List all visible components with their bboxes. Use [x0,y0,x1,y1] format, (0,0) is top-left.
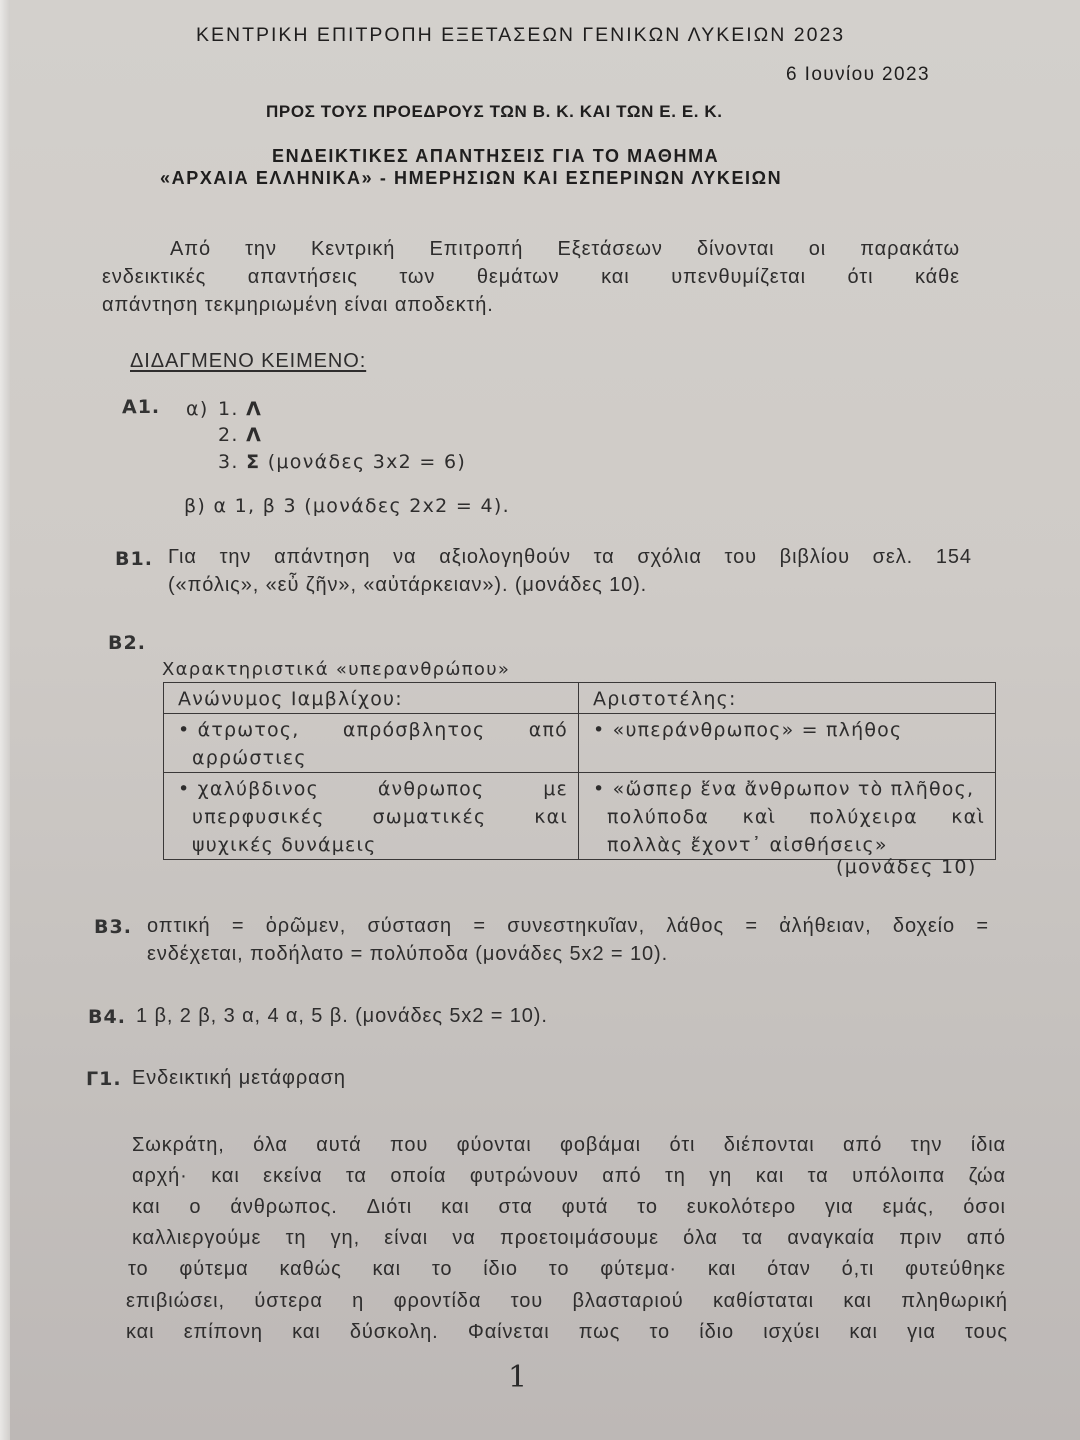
table-row: • άτρωτος, απρόσβλητος από αρρώστιες • «υπεράνθρωπος» = πλήθος [164,714,996,773]
translation-line-4: καλλιεργούμε τη γη, είναι να προετοιμάσουμε όλα τα αναγκαία πριν από [132,1227,1006,1249]
translation-line-2: αρχή· και εκείνα τα οποία φυτρώνουν από τη γη και τα υπόλοιπα ζώα [132,1165,1006,1187]
b2-points: (μονάδες 10) [836,856,977,878]
b3-label: Β3. [94,916,132,938]
translation-line-6: επιβιώσει, ύστερα η φροντίδα του βλασταριού καθίσταται και πληθωρική [126,1290,1008,1312]
table-row: • χαλύβδινος άνθρωπος με υπερφυσικές σωματικές και ψυχικές δυνάμεις • «ὥσπερ ἕνα ἄνθρωπον τὸ πλῆθος, πολύποδα καὶ πολύχειρα καὶ πολλὰς ἔχοντ᾽ αἰσθήσεις» [164,773,996,860]
translation-line-7: και επίπονη και δύσκολη. Φαίνεται πως το ίδιο ισχύει και για τους [126,1321,1008,1343]
intro-line-3: απάντηση τεκμηριωμένη είναι αποδεκτή. [102,294,494,316]
intro-line-1: Από την Κεντρική Επιτροπή Εξετάσεων δίνονται οι παρακάτω [170,238,960,260]
intro-line-2: ενδεικτικές απαντήσεις των θεμάτων και υπενθυμίζεται ότι κάθε [102,266,960,288]
translation-line-1: Σωκράτη, όλα αυτά που φύονται φοβάμαι ότι διέπονται από την ίδια [132,1134,1006,1156]
b2-caption: Χαρακτηριστικά «υπερανθρώπου» [162,659,511,680]
translation-line-5: το φύτεμα καθώς και το ίδιο το φύτεμα· και όταν ό,τι φυτεύθηκε [128,1258,1006,1280]
b1-line-1: Για την απάντηση να αξιολογηθούν τα σχόλια του βιβλίου σελ. 154 [168,546,972,568]
column-header-iamblichus: Ανώνυμος Ιαμβλίχου: [164,683,579,714]
translation-line-3: και ο άνθρωπος. Διότι και στα φυτά το ευκολότερο για εμάς, όσοι [132,1196,1006,1218]
b3-line-1: οπτική = ὁρῶμεν, σύσταση = συνεστηκυῖαν, λάθος = ἀλήθειαν, δοχείο = [147,915,989,937]
document-date: 6 Ιουνίου 2023 [786,64,930,85]
b2-label: Β2. [108,632,146,654]
a1-item-1: 1. Λ [218,398,263,420]
c1-label: Γ1. [86,1068,122,1090]
a1-beta: β) α 1, β 3 (μονάδες 2x2 = 4). [184,495,510,517]
table-header-row [164,683,996,714]
b3-line-2: ενδέχεται, ποδήλατο = πολύποδα (μονάδες 5x2 = 10). [147,943,669,965]
page-number: 1 [508,1360,528,1395]
document-page [10,0,1080,1440]
b2-comparison-table [163,682,996,860]
column-header-aristotle: Αριστοτέλης: [579,683,996,714]
section-heading: ΔΙΔΑΓΜΕΝΟ ΚΕΙΜΕΝΟ: [130,350,367,372]
a1-item-3: 3. Σ (μονάδες 3x2 = 6) [218,451,467,473]
c1-title: Ενδεικτική μετάφραση [132,1067,346,1089]
b1-line-2: («πόλις», «εὖ ζῆν», «αὐτάρκειαν»). (μονάδες 10). [168,574,648,596]
recipients-line: ΠΡΟΣ ΤΟΥΣ ΠΡΟΕΔΡΟΥΣ ΤΩΝ Β. Κ. ΚΑΙ ΤΩΝ Ε. Ε. Κ. [266,102,723,121]
title-line-2: «ΑΡΧΑΙΑ ΕΛΛΗΝΙΚΑ» - ΗΜΕΡΗΣΙΩΝ ΚΑΙ ΕΣΠΕΡΙΝΩΝ ΛΥΚΕΙΩΝ [160,168,783,188]
b1-label: Β1. [115,548,153,570]
title-line-1: ΕΝΔΕΙΚΤΙΚΕΣ ΑΠΑΝΤΗΣΕΙΣ ΓΙΑ ΤΟ ΜΑΘΗΜΑ [272,146,720,166]
b4-label: Β4. [88,1006,126,1028]
b4-answers: 1 β, 2 β, 3 α, 4 α, 5 β. (μονάδες 5x2 = 10). [136,1005,548,1027]
committee-heading: ΚΕΝΤΡΙΚΗ ΕΠΙΤΡΟΠΗ ΕΞΕΤΑΣΕΩΝ ΓΕΝΙΚΩΝ ΛΥΚΕΙΩΝ 2023 [196,24,846,46]
a1-item-2: 2. Λ [218,424,263,446]
a1-label: Α1. [122,396,161,418]
a1-alpha-prefix: α) [186,398,209,420]
